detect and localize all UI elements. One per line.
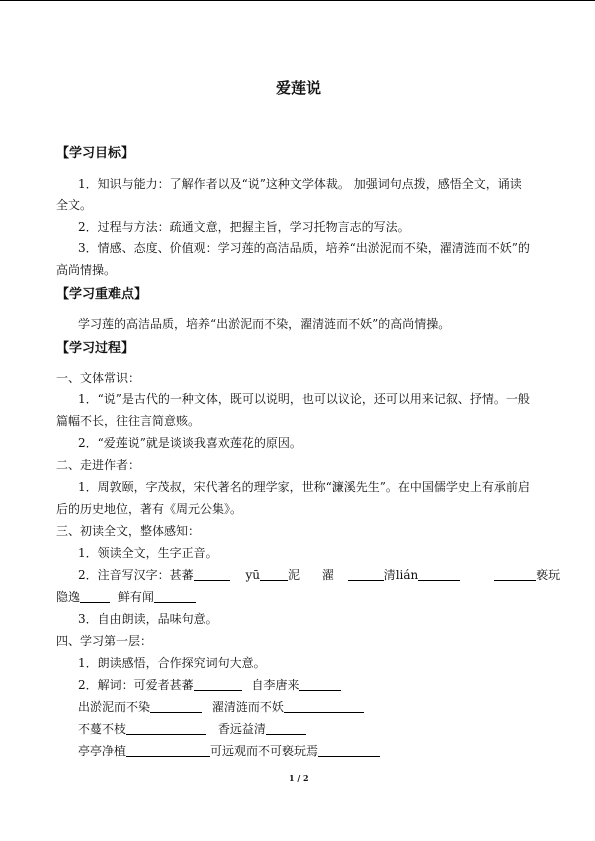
answer-blank[interactable]: [284, 700, 364, 713]
section-3-item-3: 3．自由朗读，品味句意。: [78, 612, 218, 626]
phrase-6: 可远观而不可亵玩焉: [210, 744, 319, 758]
phrase-5: 亭亭净植: [78, 744, 127, 758]
word-zhuo: 濯: [321, 568, 334, 582]
heading-goals: 【学习目标】: [56, 146, 135, 161]
word-xiewan: 亵玩: [536, 568, 561, 582]
section-1-item-1-line-1: 1．“说”是古代的一种文体，既可以说明，也可以议论，还可以用来记叙、抒情。一般: [78, 392, 530, 406]
section-2-item-1-line-1: 1．周敦颐，字茂叔，宋代著名的理学家，世称“濂溪先生”。在中国儒学史上有承前启: [78, 480, 530, 494]
section-2-heading: 二、走进作者：: [56, 458, 141, 472]
answer-blank[interactable]: [348, 568, 384, 581]
top-border-line: [0, 0, 595, 1]
word-qing: 清: [383, 568, 396, 582]
word-yinyi: 隐逸: [56, 590, 81, 604]
key-point-text: 学习莲的高洁品质，培养“出淤泥而不染，濯清涟而不妖”的高尚情操。: [78, 317, 451, 331]
section-4-heading: 四、学习第一层：: [56, 634, 153, 648]
answer-blank[interactable]: [80, 590, 110, 603]
section-2-item-1-line-2: 后的历史地位，著有《周元公集》。: [56, 502, 243, 516]
answer-blank[interactable]: [194, 568, 230, 581]
pinyin-exercise-line-2: [56, 589, 196, 605]
word-ni: 泥: [287, 568, 300, 582]
word-xianyouwen: 鲜有闻: [117, 590, 154, 604]
phrase-4: 香远益清: [217, 722, 266, 736]
page-title: 爱莲说: [276, 79, 322, 97]
heading-key-points: 【学习重难点】: [56, 287, 148, 302]
section-1-heading: 一、文体常识：: [56, 371, 141, 385]
word-zilitanglai: 自李唐来: [251, 678, 300, 692]
goal-2: 2．过程与方法：疏通文意，把握主旨，学习托物言志的写法。: [78, 220, 410, 234]
goal-3-line-2: 高尚情操。: [56, 263, 117, 277]
answer-blank[interactable]: [150, 700, 202, 713]
goal-1-line-2: 全文。: [56, 198, 93, 212]
answer-blank[interactable]: [260, 568, 288, 581]
goal-1-line-1: 1．知识与能力：了解作者以及“说”这种文学体裁。 加强词句点拨，感悟全文，诵读: [78, 177, 522, 191]
answer-blank[interactable]: [318, 744, 380, 757]
section-1-item-1-line-2: 篇幅不长，往往言简意赅。: [56, 414, 201, 428]
section-4-item-1: 1．朗读感悟，合作探究词句大意。: [78, 656, 266, 670]
section-3-item-1: 1．领读全文，生字正音。: [78, 546, 218, 560]
answer-blank[interactable]: [418, 568, 460, 581]
vocab-exercise-line-3: [78, 721, 306, 737]
pinyin-exercise-prefix: 2．注音写汉字：甚蕃: [78, 568, 194, 582]
pinyin-lian: lián: [395, 568, 419, 582]
answer-blank[interactable]: [126, 722, 206, 735]
section-1-item-2: 2．“爱莲说”就是谈谈我喜欢莲花的原因。: [78, 436, 302, 450]
vocab-exercise-line-1: [78, 677, 341, 693]
goal-3-line-1: 3．情感、态度、价值观：学习莲的高洁品质，培养“出淤泥而不染，濯清涟而不妖”的: [78, 241, 530, 255]
phrase-2: 濯清涟而不妖: [211, 700, 284, 714]
pinyin-yu: yū: [245, 568, 260, 582]
answer-blank[interactable]: [126, 744, 210, 757]
pinyin-exercise-line-1: [78, 567, 560, 583]
vocab-exercise-line-4: [78, 743, 380, 759]
answer-blank[interactable]: [194, 678, 242, 691]
vocab-prefix: 2．解词：可爱者甚蕃: [78, 678, 194, 692]
answer-blank[interactable]: [299, 678, 341, 691]
answer-blank[interactable]: [494, 568, 536, 581]
phrase-3: 不蔓不枝: [78, 722, 127, 736]
answer-blank[interactable]: [154, 590, 196, 603]
answer-blank[interactable]: [266, 722, 306, 735]
phrase-1: 出淤泥而不染: [78, 700, 151, 714]
heading-process: 【学习过程】: [56, 341, 135, 356]
vocab-exercise-line-2: [78, 699, 364, 715]
page-number: 1 / 2: [289, 773, 309, 783]
section-3-heading: 三、初读全文，整体感知：: [56, 524, 201, 538]
